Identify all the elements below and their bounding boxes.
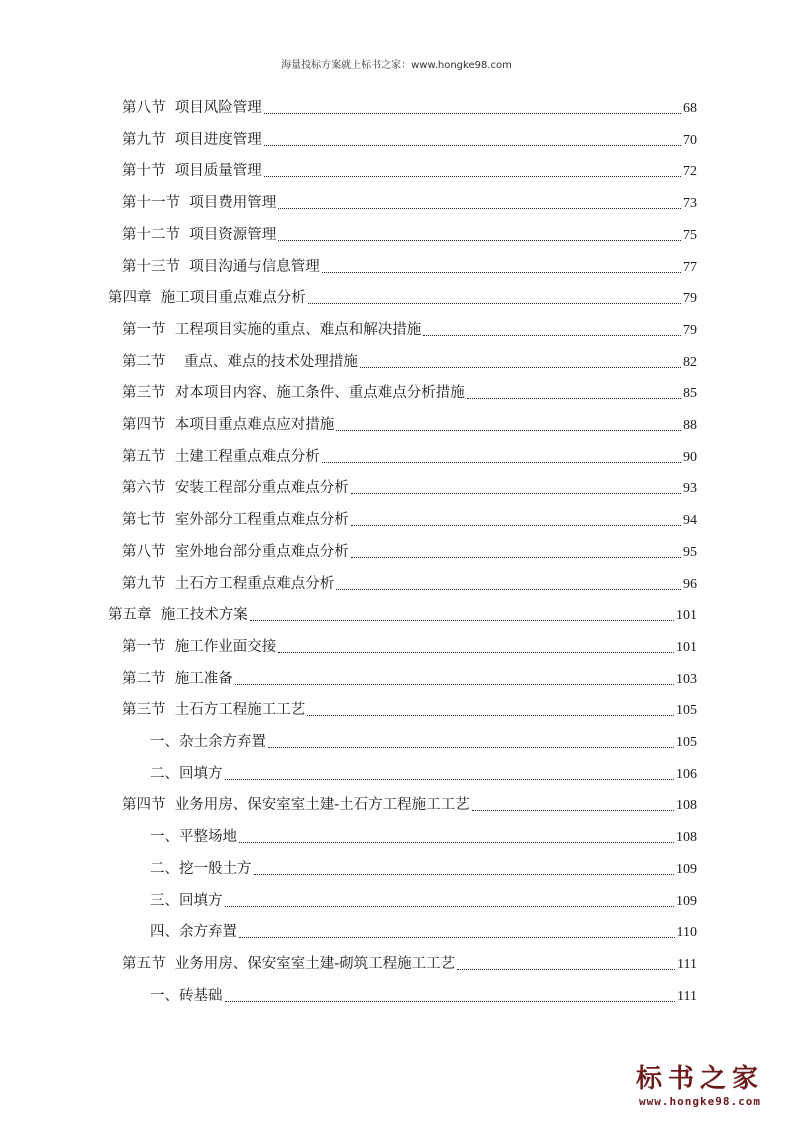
toc-entry-page: 101 (676, 608, 697, 624)
toc-leader-dots (254, 874, 675, 875)
toc-entry-page: 109 (676, 893, 697, 909)
toc-entry-page: 85 (683, 386, 697, 402)
toc-entry-page: 96 (683, 576, 697, 592)
toc-entry[interactable] (122, 414, 697, 436)
toc-entry[interactable] (150, 985, 697, 1007)
toc-entry-title: 四、余方弃置 (150, 924, 237, 941)
toc-entry-title: 第八节 室外地台部分重点难点分析 (122, 543, 349, 560)
toc-entry-page: 68 (683, 101, 697, 116)
toc-leader-dots (250, 620, 674, 621)
toc-entry-title: 第二节 施工准备 (122, 670, 233, 687)
logo-title: 标书之家 (635, 1064, 764, 1094)
toc-leader-dots (278, 652, 674, 653)
toc-entry[interactable] (122, 224, 697, 246)
toc-entry[interactable] (122, 97, 697, 119)
toc-entry-title: 第五节 土建工程重点难点分析 (122, 448, 320, 465)
toc-entry-title: 第五节 业务用房、保安室室土建-砌筑工程施工工艺 (122, 955, 456, 972)
toc-entry-title: 第三节 对本项目内容、施工条件、重点难点分析措施 (122, 385, 465, 402)
toc-entry-page: 106 (676, 766, 697, 782)
toc-leader-dots (225, 779, 675, 780)
toc-entry-title: 第十节 项目质量管理 (122, 163, 262, 180)
toc-entry[interactable] (150, 921, 697, 943)
toc-entry-title: 第四章 施工项目重点难点分析 (108, 290, 306, 307)
toc-entry-page: 79 (683, 322, 697, 338)
toc-leader-dots (322, 462, 681, 463)
toc-entry[interactable] (150, 858, 697, 880)
logo-url: www.hongke98.com (639, 1095, 761, 1108)
toc-entry[interactable] (108, 287, 697, 309)
toc-leader-dots (423, 335, 681, 336)
toc-entry-title: 第九节 项目进度管理 (122, 131, 262, 148)
toc-entry-title: 第一节 工程项目实施的重点、难点和解决措施 (122, 321, 422, 338)
toc-entry-title: 一、杂土余方弃置 (150, 734, 266, 750)
toc-entry-title: 三、回填方 (150, 892, 223, 909)
toc-entry-page: 95 (683, 544, 697, 560)
toc-entry-title: 第八节 项目风险管理 (122, 100, 262, 116)
toc-leader-dots (336, 430, 681, 431)
toc-leader-dots (307, 715, 674, 716)
toc-leader-dots (268, 747, 674, 748)
toc-entry-title: 第六节 安装工程部分重点难点分析 (122, 480, 349, 497)
toc-entry[interactable] (122, 573, 697, 595)
toc-entry[interactable] (122, 509, 697, 531)
toc-entry[interactable] (108, 604, 697, 626)
toc-entry-page: 75 (683, 227, 697, 243)
toc-entry-page: 110 (676, 925, 697, 941)
toc-entry-title: 第四节 本项目重点难点应对措施 (122, 417, 335, 433)
toc-entry[interactable] (122, 668, 697, 690)
toc-entry[interactable] (122, 382, 697, 404)
toc-entry[interactable] (150, 731, 697, 753)
toc-entry-page: 105 (676, 735, 697, 750)
toc-entry[interactable] (122, 636, 697, 658)
toc-entry-page: 72 (683, 164, 697, 180)
toc-leader-dots (225, 1001, 676, 1002)
toc-leader-dots (336, 589, 681, 590)
toc-entry-title: 一、平整场地 (150, 829, 237, 846)
toc-entry-title: 第三节 土石方工程施工工艺 (122, 702, 306, 719)
toc-entry-page: 108 (676, 798, 697, 814)
toc-leader-dots (278, 240, 681, 241)
page-header: 海量投标方案就上标书之家：www.hongke98.com (281, 60, 512, 71)
toc-entry[interactable] (122, 256, 697, 278)
toc-entry[interactable] (122, 794, 697, 816)
toc-leader-dots (264, 145, 681, 146)
toc-entry-page: 77 (683, 259, 697, 275)
toc-entry-page: 93 (683, 481, 697, 497)
toc-entry-title: 第一节 施工作业面交接 (122, 638, 277, 655)
toc-leader-dots (308, 303, 681, 304)
toc-entry-page: 70 (683, 132, 697, 148)
toc-entry[interactable] (122, 477, 697, 499)
toc-leader-dots (360, 367, 681, 368)
toc-entry-title: 一、砖基础 (150, 987, 223, 1004)
toc-entry[interactable] (150, 826, 697, 848)
toc-entry-page: 108 (676, 830, 697, 846)
toc-leader-dots (225, 906, 675, 907)
toc-entry-page: 73 (683, 196, 697, 212)
toc-entry-title: 第七节 室外部分工程重点难点分析 (122, 512, 349, 529)
toc-leader-dots (457, 969, 675, 970)
toc-leader-dots (278, 208, 681, 209)
toc-entry-title: 第九节 土石方工程重点难点分析 (122, 575, 335, 592)
toc-entry-page: 109 (676, 861, 697, 877)
toc-entry-page: 90 (683, 449, 697, 465)
toc-entry[interactable] (150, 890, 697, 912)
toc-entry-page: 88 (683, 418, 697, 433)
toc-entry-title: 第十三节 项目沟通与信息管理 (122, 258, 320, 275)
toc-entry-page: 82 (683, 354, 697, 370)
toc-entry[interactable] (150, 763, 697, 785)
toc-entry-title: 第十一节 项目费用管理 (122, 195, 277, 212)
toc-leader-dots (467, 398, 681, 399)
toc-leader-dots (351, 557, 681, 558)
toc-entry-title: 第五章 施工技术方案 (108, 607, 248, 624)
toc-entry-page: 111 (677, 956, 697, 972)
toc-leader-dots (351, 525, 681, 526)
toc-entry[interactable] (122, 319, 697, 341)
toc-entry-title: 二、挖一般土方 (150, 860, 252, 877)
toc-entry-title: 第四节 业务用房、保安室室土建-土石方工程施工工艺 (122, 797, 470, 814)
toc-entry-title: 二、回填方 (150, 765, 223, 782)
toc-entry-page: 111 (677, 988, 697, 1004)
toc-leader-dots (472, 810, 674, 811)
toc-leader-dots (322, 272, 681, 273)
brand-logo (625, 1058, 775, 1108)
toc-leader-dots (351, 493, 681, 494)
toc-entry-page: 101 (676, 639, 697, 655)
toc-entry-page: 105 (676, 703, 697, 719)
toc-entry-title: 第二节 重点、难点的技术处理措施 (122, 353, 358, 370)
toc-entry[interactable] (122, 351, 697, 373)
toc-entry[interactable] (122, 160, 697, 182)
toc-entry-title: 第十二节 项目资源管理 (122, 226, 277, 243)
toc-entry[interactable] (122, 129, 697, 151)
toc-leader-dots (235, 684, 674, 685)
toc-leader-dots (239, 937, 675, 938)
toc-leader-dots (264, 176, 681, 177)
toc-entry-page: 103 (676, 671, 697, 687)
toc-leader-dots (239, 842, 674, 843)
toc-entry[interactable] (122, 192, 697, 214)
toc-entry[interactable] (122, 541, 697, 563)
toc-entry[interactable] (122, 446, 697, 468)
toc-entry-page: 79 (683, 291, 697, 307)
toc-entry[interactable] (122, 953, 697, 975)
toc-leader-dots (264, 113, 681, 114)
toc-entry-page: 94 (683, 513, 697, 529)
toc-entry[interactable] (122, 699, 697, 721)
